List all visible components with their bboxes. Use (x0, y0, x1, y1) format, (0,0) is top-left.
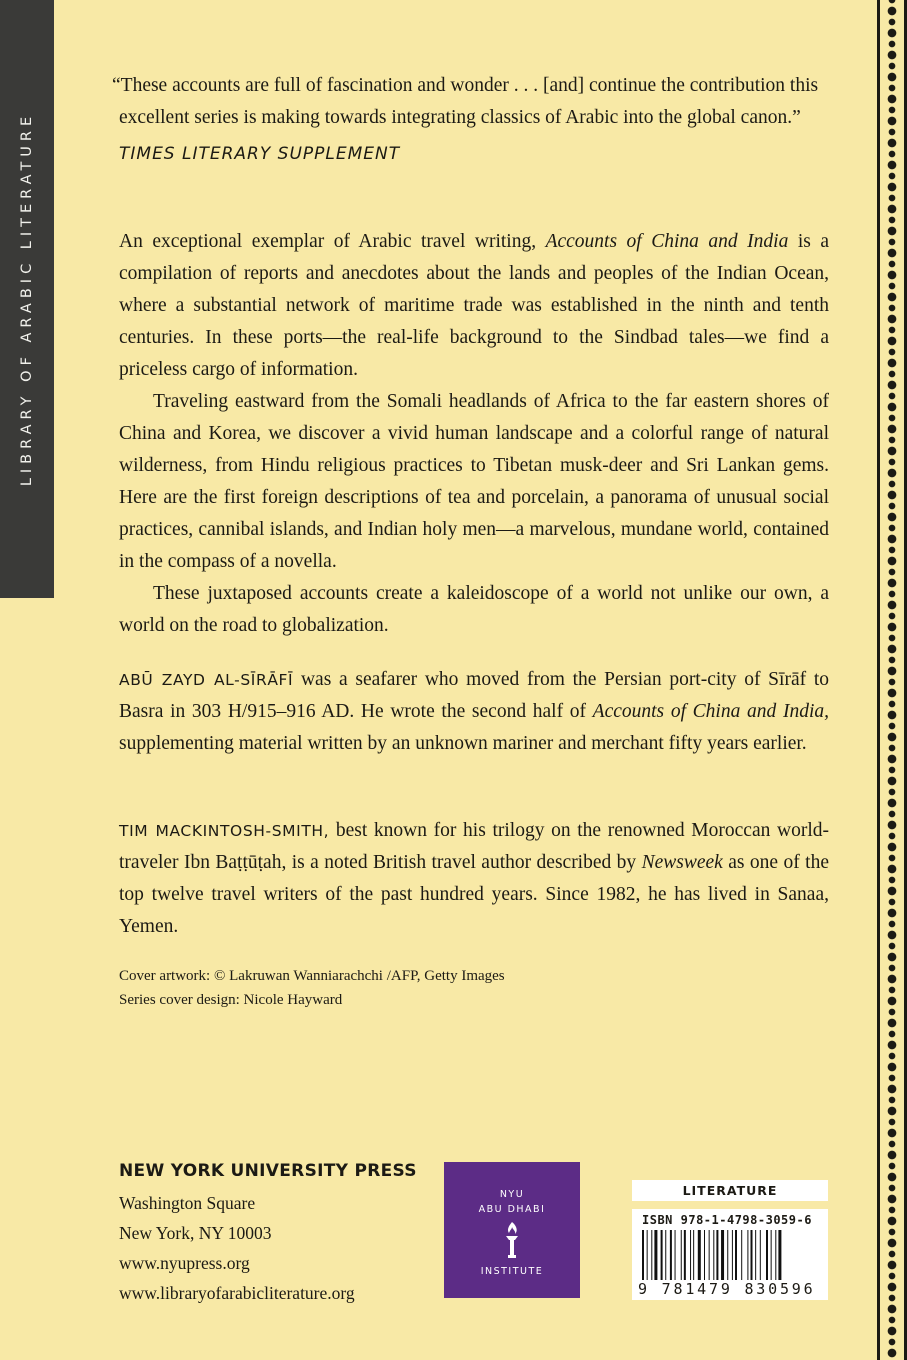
cover-credits (119, 964, 829, 1012)
series-spine-tab (0, 0, 54, 598)
author-bio: ABŪ ZAYD AL-SĪRĀFĪ was a seafarer who moved from the Persian port-city of Sīrāf to Basra in 303 H/915–916 AD. He wrote the second half of Accounts of China and India, supplementing material written by an unknown mariner and merchant fifty years earlier. (119, 669, 829, 754)
barcode-digits: 9 781479 830596 (638, 1280, 824, 1298)
nyu-abu-dhabi-logo (444, 1162, 580, 1298)
logo-line-abu-dhabi: ABU DHABI (478, 1204, 546, 1215)
category-label: LITERATURE (682, 1183, 778, 1198)
translator-bio: TIM MACKINTOSH-SMITH, best known for his trilogy on the renowned Moroccan world-traveler Ibn Baṭṭūṭah, is a noted British travel author described by Newsweek as one of the top twelve travel writers of the past hundred years. Since 1982, he has lived in Sanaa, Yemen. (119, 820, 829, 937)
book-description (119, 226, 829, 642)
author-name: ABŪ ZAYD AL-SĪRĀFĪ (119, 671, 294, 689)
publisher-name: NEW YORK UNIVERSITY PRESS (119, 1161, 417, 1181)
quote-text: “These accounts are full of fascination and wonder . . . [and] continue the contribution this excellent series is making towards integrating classics of Arabic into the global canon.” (112, 75, 819, 128)
logo-line-nyu: NYU (499, 1189, 525, 1200)
description-paragraph-2: Traveling eastward from the Somali headlands of Africa to the far eastern shores of China and Korea, we discover a vivid human landscape and a colorful range of natural wilderness, from Hindu religious practices to Tibetan musk-deer and Sri Lankan gems. Here are the first foreign descriptions of tea and porcelain, a panorama of unusual social practices, cannibal islands, and Indian holy men—a marvelous, mundane world, contained in the compass of a novella. (119, 391, 829, 572)
publisher-url-1[interactable]: www.nyupress.org (119, 1253, 250, 1273)
ornamental-border (877, 0, 907, 1360)
isbn-text: ISBN 978-1-4798-3059-6 (642, 1213, 812, 1227)
series-label: LIBRARY OF ARABIC LITERATURE (19, 111, 35, 487)
barcode-bars (642, 1230, 818, 1286)
publisher-address-1: Washington Square (119, 1193, 256, 1213)
publisher-url-2[interactable]: www.libraryofarabicliterature.org (119, 1283, 355, 1303)
artwork-credit: Cover artwork: © Lakruwan Wanniarachchi /AFP, Getty Images (119, 968, 505, 984)
publisher-info (119, 1156, 417, 1308)
torch-icon (496, 1220, 528, 1260)
book-title: Accounts of China and India (545, 231, 789, 252)
quote-source: TIMES LITERARY SUPPLEMENT (119, 144, 401, 164)
translator-name: TIM MACKINTOSH-SMITH, (119, 822, 330, 840)
logo-line-institute: INSTITUTE (480, 1266, 544, 1277)
panel-separator (632, 1201, 828, 1209)
review-quote (112, 70, 829, 170)
isbn-barcode-panel (632, 1180, 828, 1300)
description-paragraph-1: An exceptional exemplar of Arabic travel writing, Accounts of China and India is a compilation of reports and anecdotes about the lands and peoples of the Indian Ocean, where a substantial network of maritime trade was established in the ninth and tenth centuries. In these ports—the real-life background to the Sindbad tales—we find a priceless cargo of information. (119, 231, 829, 380)
description-paragraph-3: These juxtaposed accounts create a kaleidoscope of a world not unlike our own, a world on the road to globalization. (119, 583, 829, 636)
publisher-address-2: New York, NY 10003 (119, 1223, 272, 1243)
design-credit: Series cover design: Nicole Hayward (119, 992, 343, 1008)
